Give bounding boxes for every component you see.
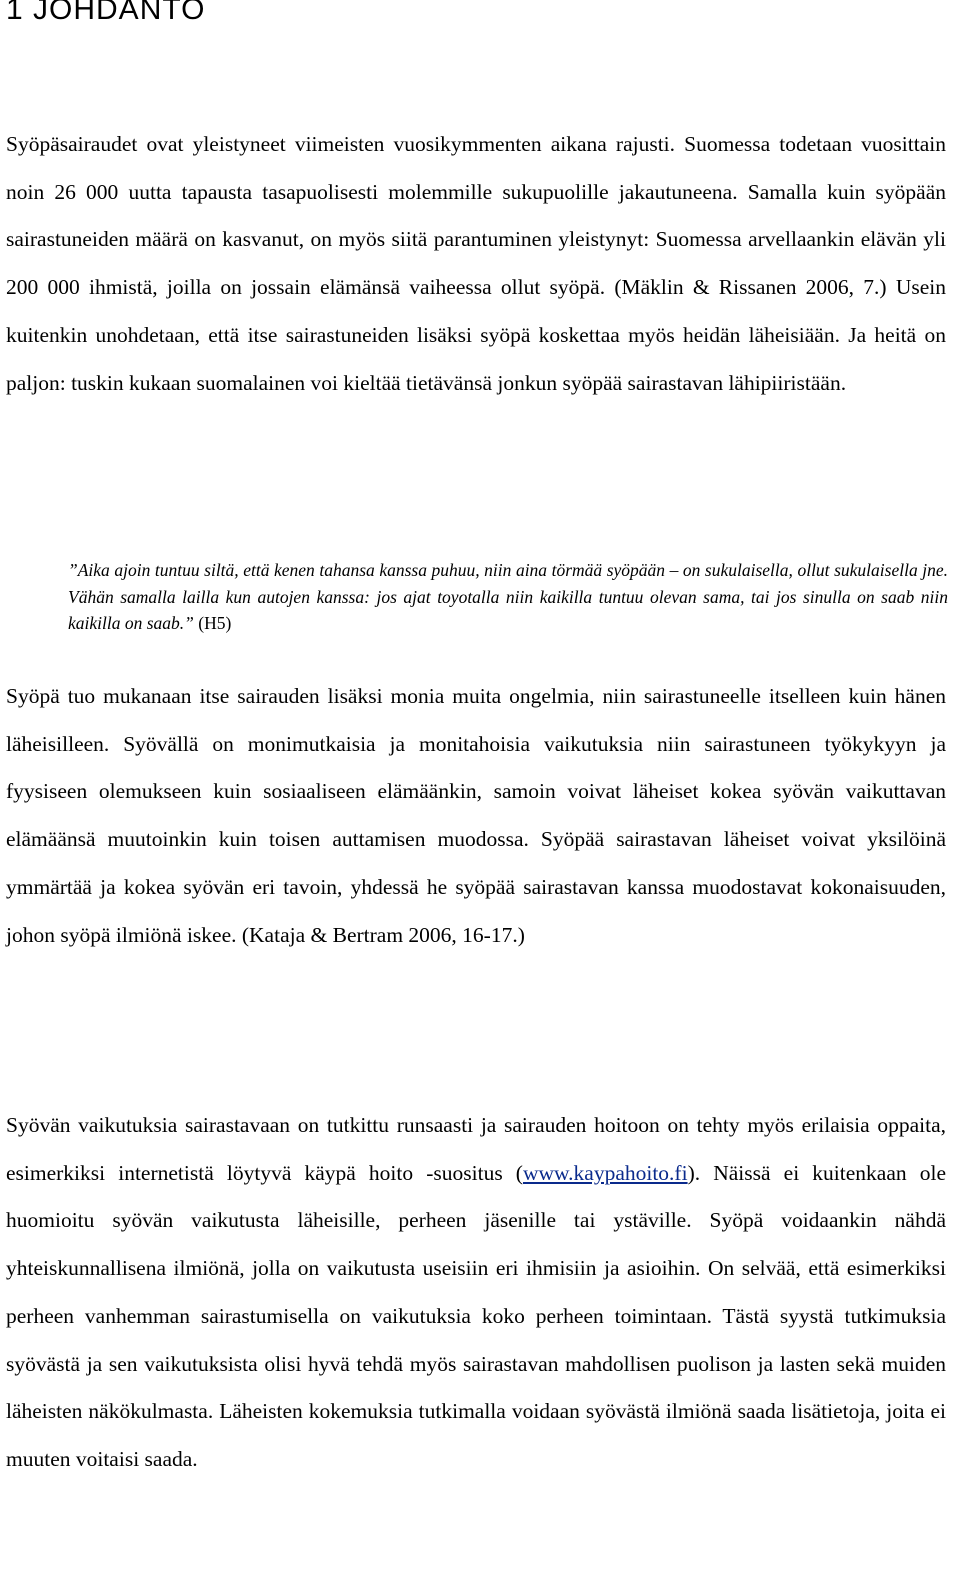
paragraph-research-text-end: ). Näissä ei kuitenkaan ole huomioitu syövän vaikutusta läheisille, perheen jäsenille tai ystäville. Syöpä voidaankin nähdä yhteiskunnallisena ilmiönä, jolla on vaikutusta useisiin eri ihmisiin ja asioihin. On selvää, että esimerkiksi perheen vanhemman sairastumisella on vaikutuksia koko perheen toimintaan. Tästä syystä tutkimuksia syövästä ja sen vaikutuksista olisi hyvä tehdä myös sairastavan mahdollisen puolison ja lasten sekä muiden läheisten näkökulmasta. Läheisten kokemuksia tutkimalla voidaan syövästä ilmiönä saada lisätietoja, joita ei muuten voitaisi saada.	[6, 1160, 946, 1471]
paragraph-problems: Syöpä tuo mukanaan itse sairauden lisäksi monia muita ongelmia, niin sairastuneelle itselleen kuin hänen läheisilleen. Syövällä on monimutkaisia ja monitahoisia vaikutuksia niin sairastuneen työkykyyn ja fyysiseen olemukseen kuin sosiaaliseen elämäänkin, samoin voivat läheiset kokea syövän vaikuttavan elämäänsä muutoinkin kuin toisen auttamisen muodossa. Syöpää sairastavan läheiset voivat yksilöinä ymmärtää ja kokea syövän eri tavoin, yhdessä he syöpää sairastavan kanssa muodostavat kokonaisuuden, johon syöpä ilmiönä iskee. (Kataja & Bertram 2006, 16-17.)	[6, 684, 946, 947]
paragraph-intro: Syöpäsairaudet ovat yleistyneet viimeisten vuosikymmenten aikana rajusti. Suomessa todetaan vuosittain noin 26 000 uutta tapausta tasapuolisesti molemmille sukupuolille jakautuneena. Samalla kuin syöpään sairastuneiden määrä on kasvanut, on myös siitä parantuminen yleistynyt: Suomessa arvellaankin elävän yli 200 000 ihmistä, joilla on jossain elämänsä vaiheessa ollut syöpä. (Mäklin & Rissanen 2006, 7.) Usein kuitenkin unohdetaan, että itse sairastuneiden lisäksi syöpä koskettaa myös heidän läheisiään. Ja heitä on paljon: tuskin kukaan suomalainen voi kieltää tietävänsä jonkun syöpää sairastavan lähipiiristään.	[6, 132, 946, 395]
kaypahoito-link[interactable]: www.kaypahoito.fi	[522, 1160, 688, 1185]
paragraph-research-text-start: Syövän vaikutuksia sairastavaan on tutkittu runsaasti ja sairauden hoitoon on tehty myös erilaisia oppaita, esimerkiksi internetistä löytyvä käypä hoito -suositus (	[6, 1113, 946, 1185]
quote-source: (H5)	[198, 613, 232, 633]
chapter-heading: 1 JOHDANTO	[6, 0, 206, 26]
quote-text: ”Aika ajoin tuntuu siltä, että kenen tahansa kanssa puhuu, niin aina törmää syöpään – on sukulaisella, ollut sukulaisella jne. Vähän samalla lailla kun autojen kanssa: jos ajat toyotalla niin kaikilla tuntuu olevan sama, tai jos sinulla on saab niin kaikilla on saab.”	[68, 560, 948, 633]
interview-quote	[68, 557, 948, 637]
paragraph-research	[6, 1102, 946, 1484]
